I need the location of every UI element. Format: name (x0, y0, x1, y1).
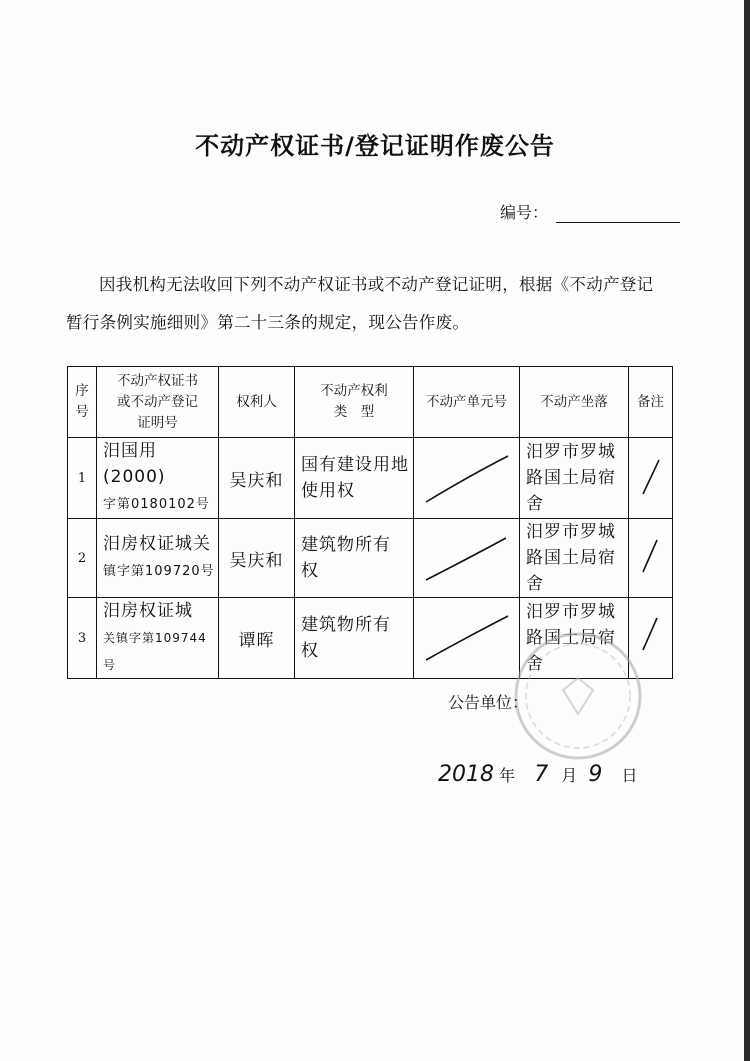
slash-mark (414, 528, 520, 589)
row-right-type: 建筑物所有 权 (295, 598, 414, 679)
header-cert-number: 不动产权证书 或不动产登记 证明号 (97, 367, 219, 438)
header-remark: 备注 (629, 367, 673, 438)
header-seq: 序 号 (68, 367, 97, 438)
row-holder: 吴庆和 (219, 438, 295, 519)
table-row (68, 438, 673, 519)
table-header-row (68, 367, 673, 438)
row-holder: 谭晖 (219, 598, 295, 679)
row-unit-number (414, 438, 520, 519)
row-remark (629, 519, 673, 598)
row-cert-number: 汨房权证城 关镇字第109744号 (97, 598, 219, 679)
date-month-unit: 月 (561, 766, 578, 785)
issuer-label: 公告单位： (448, 693, 529, 712)
slash-mark (629, 528, 673, 589)
header-right-type: 不动产权利 类 型 (295, 367, 414, 438)
serial-number-field (500, 200, 680, 223)
row-cert-number: 汨房权证城关 镇字第109720号 (97, 519, 219, 598)
announcement-date (438, 762, 638, 787)
slash-mark (414, 448, 520, 509)
slash-mark (629, 448, 673, 509)
serial-label: 编号： (500, 203, 549, 222)
serial-blank-line (556, 206, 680, 223)
row-holder: 吴庆和 (219, 519, 295, 598)
date-month: 7 (534, 762, 549, 787)
row-location: 汨罗市罗城 路国土局宿舍 (520, 438, 629, 519)
table-row (68, 519, 673, 598)
page-title: 不动产权证书/登记证明作废公告 (195, 132, 555, 160)
row-location: 汨罗市罗城 路国土局宿舍 (520, 598, 629, 679)
date-day-unit: 日 (621, 766, 638, 785)
row-cert-number: 汨国用(2000) 字第0180102号 (97, 438, 219, 519)
row-right-type: 建筑物所有 权 (295, 519, 414, 598)
row-location: 汨罗市罗城 路国土局宿舍 (520, 519, 629, 598)
row-seq: 2 (68, 519, 97, 598)
date-year: 2018 (438, 762, 494, 787)
row-unit-number (414, 519, 520, 598)
announcement-paragraph: 因我机构无法收回下列不动产权证书或不动产登记证明，根据《不动产登记暂行条例实施细则》第二十三条的规定，现公告作废。 (66, 275, 654, 332)
header-holder: 权利人 (219, 367, 295, 438)
header-unit-number: 不动产单元号 (414, 367, 520, 438)
row-right-type: 国有建设用地 使用权 (295, 438, 414, 519)
date-year-unit: 年 (499, 766, 516, 785)
date-day: 9 (588, 762, 603, 787)
official-seal (508, 626, 648, 766)
row-remark (629, 438, 673, 519)
row-seq: 3 (68, 598, 97, 679)
row-unit-number (414, 598, 520, 679)
row-seq: 1 (68, 438, 97, 519)
slash-mark (414, 608, 520, 669)
header-location: 不动产坐落 (520, 367, 629, 438)
